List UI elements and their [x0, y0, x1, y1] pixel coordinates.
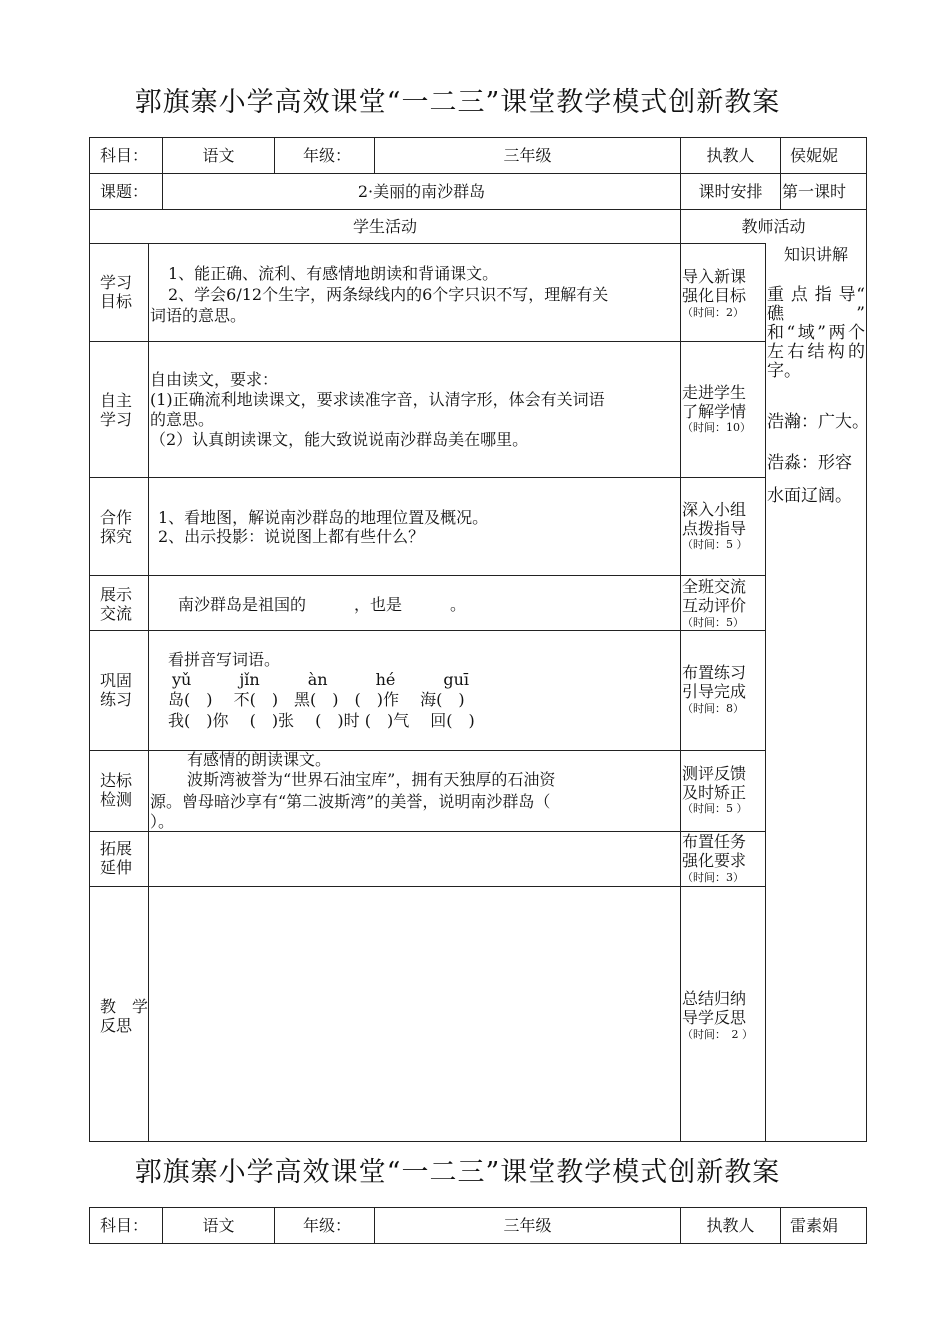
- row-label: 合作: [100, 508, 133, 527]
- schedule-label: 课时安排: [698, 182, 763, 201]
- row-label: 自主: [100, 391, 133, 410]
- page-title-2: 郭旗寨小学高效课堂“一二三”课堂教学模式创新教案: [134, 1157, 781, 1188]
- grade-value: 三年级: [503, 146, 552, 165]
- row-label: 检测: [100, 790, 133, 809]
- subject-value: 语文: [202, 146, 235, 165]
- row-content-line: ）。: [150, 812, 175, 831]
- teacher-value-2: 雷素娟: [790, 1216, 839, 1235]
- row-content-line: (1)正确流利地读课文，要求读准字音，认清字形，体会有关词语: [150, 390, 605, 409]
- notes-paragraph-3: 浩淼：形容水面辽阔。: [767, 453, 852, 506]
- subject-label: 科目：: [100, 146, 149, 165]
- teacher-action: 全班交流: [682, 577, 747, 596]
- row-label: 拓展: [100, 839, 133, 858]
- teacher-action: 总结归纳: [682, 989, 747, 1008]
- row-content-line: 2、出示投影：说说图上都有些什么？: [158, 527, 425, 546]
- teacher-activity-header: 教师活动: [741, 217, 806, 236]
- student-activity-header: 学生活动: [352, 217, 417, 236]
- teacher-value: 侯妮妮: [790, 146, 839, 165]
- row-label: 达标: [100, 771, 133, 790]
- row-content-line: 2、学会6/12个生字，两条绿线内的6个字只识不写，理解有关: [168, 285, 609, 304]
- topic-label: 课题：: [100, 182, 149, 201]
- row-content-line: 词语的意思。: [150, 306, 247, 325]
- row-label: 目标: [100, 292, 133, 311]
- teacher-action: 了解学情: [682, 402, 747, 421]
- notes-heading: 知识讲解: [783, 245, 848, 264]
- teacher-action: 走进学生: [682, 383, 747, 402]
- teacher-action: 互动评价: [682, 596, 747, 615]
- row-label: 巩固: [100, 671, 133, 690]
- row-content-line: 南沙群岛是祖国的 ，也是 。: [178, 595, 467, 614]
- topic-value: 2·美丽的南沙群岛: [357, 182, 486, 201]
- teacher-action: 强化要求: [682, 851, 747, 870]
- schedule-value: 第一课时: [782, 182, 847, 201]
- row-label: 练习: [100, 690, 133, 709]
- teacher-action: 点拨指导: [682, 519, 747, 538]
- teacher-action: 测评反馈: [682, 764, 747, 783]
- row-content-line: 源。曾母暗沙享有“第二波斯湾”的美誉，说明南沙群岛（: [150, 792, 551, 811]
- time-note: （时间：10）: [682, 421, 751, 434]
- time-note: （时间：5）: [682, 616, 744, 629]
- teacher-action: 引导完成: [682, 682, 747, 701]
- time-note: （时间：5 ）: [682, 802, 748, 815]
- grade-value-2: 三年级: [503, 1216, 552, 1235]
- row-label: 延伸: [100, 858, 133, 877]
- notes-paragraph-1: 重 点 指 导“ 礁 ” 和“域”两个左右结构的字。: [767, 285, 865, 381]
- row-content-line: 我( )你 ( )张 ( )时 ( )气 回( ): [168, 711, 475, 730]
- teacher-action: 强化目标: [682, 286, 747, 305]
- row-content-line: 岛( ) 不( ) 黑( ) ( )作 海( ): [168, 690, 465, 709]
- time-note: （时间：8）: [682, 702, 744, 715]
- time-note: （时间：2）: [682, 306, 744, 319]
- teacher-action: 布置练习: [682, 663, 747, 682]
- row-content-line: 1、看地图，解说南沙群岛的地理位置及概况。: [158, 508, 489, 527]
- time-note: （时间：3）: [682, 871, 744, 884]
- row-label: 学习: [100, 273, 133, 292]
- time-note: （时间：5 ）: [682, 538, 748, 551]
- subject-value-2: 语文: [202, 1216, 235, 1235]
- teacher-label-2: 执教人: [706, 1216, 755, 1235]
- row-content-line: 波斯湾被誉为“世界石油宝库”，拥有天独厚的石油资: [187, 770, 556, 789]
- row-content-line: 1、能正确、流利、有感情地朗读和背诵课文。: [168, 264, 499, 283]
- row-label: 探究: [100, 527, 133, 546]
- row-content-line: （2）认真朗读课文，能大致说说南沙群岛美在哪里。: [150, 430, 529, 449]
- notes-paragraph-2: 浩瀚：广大。: [767, 412, 869, 432]
- row-label: 交流: [100, 604, 133, 623]
- row-label: 展示: [100, 585, 133, 604]
- pinyin-line: yǔ jǐn àn hé guī: [172, 670, 470, 689]
- time-note: （时间： 2 ）: [682, 1028, 753, 1041]
- row-content-line: 的意思。: [150, 410, 215, 429]
- row-content-line: 有感情的朗读课文。: [187, 750, 332, 769]
- row-label: 反思: [100, 1016, 133, 1035]
- teacher-action: 导入新课: [682, 267, 747, 286]
- page-title: 郭旗寨小学高效课堂“一二三”课堂教学模式创新教案: [134, 87, 781, 118]
- teacher-action: 导学反思: [682, 1008, 747, 1027]
- teacher-label: 执教人: [706, 146, 755, 165]
- row-content-line: 自由读文，要求：: [150, 370, 279, 389]
- teacher-action: 深入小组: [682, 500, 747, 519]
- row-label: 学习: [100, 410, 133, 429]
- row-label: 教 学: [100, 997, 149, 1016]
- teacher-action: 及时矫正: [682, 783, 747, 802]
- subject-label-2: 科目：: [100, 1216, 149, 1235]
- row-content-line: 看拼音写词语。: [168, 650, 281, 669]
- grade-label-2: 年级：: [303, 1216, 352, 1235]
- teacher-action: 布置任务: [682, 832, 747, 851]
- grade-label: 年级：: [303, 146, 352, 165]
